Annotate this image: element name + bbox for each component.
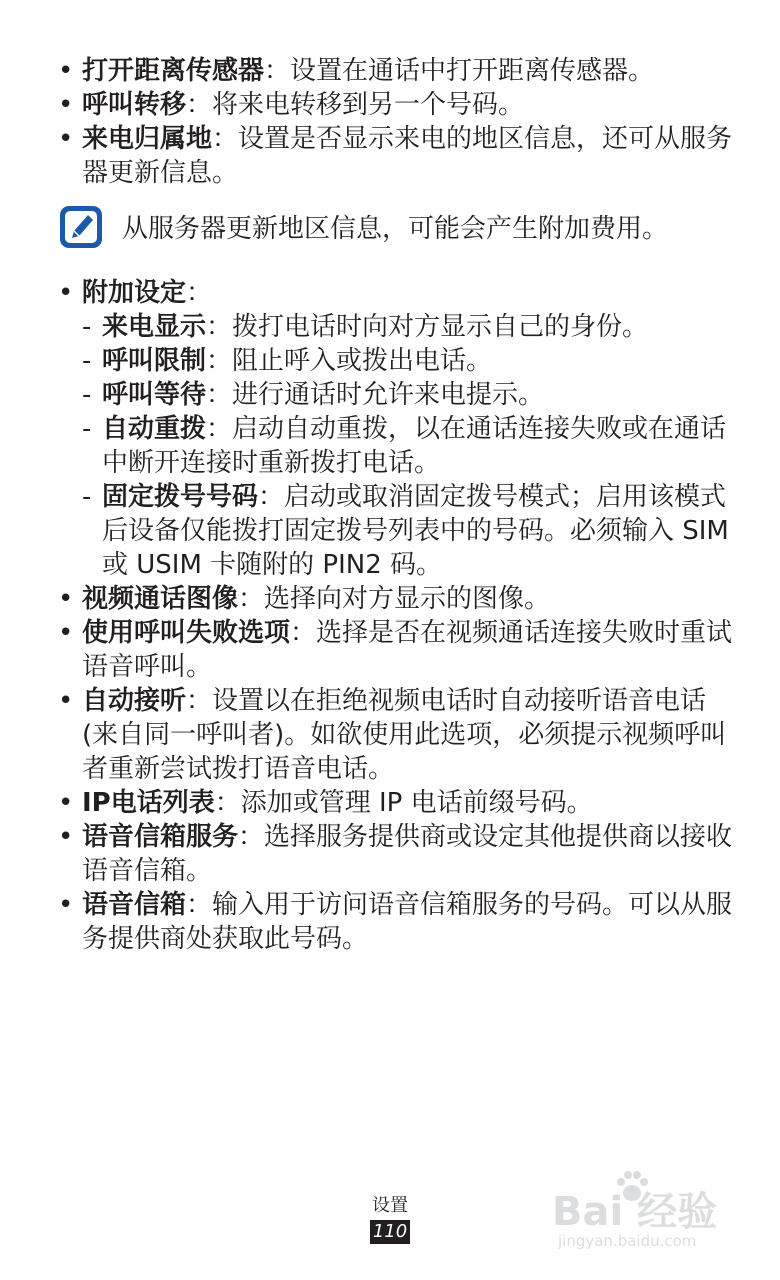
list-item [58, 888, 748, 956]
baidu-watermark [552, 1160, 752, 1260]
list-item [58, 820, 748, 888]
watermark-url: jingyan.baidu.com [558, 1232, 697, 1250]
sub-term: 呼叫等待 [102, 380, 207, 410]
item-desc: ：设置在通话中打开距离传感器。 [264, 56, 655, 86]
bullet-icon: • [58, 788, 74, 818]
item-term: 视频通话图像 [82, 584, 239, 614]
item-term: 呼叫转移 [82, 90, 187, 120]
sub-item [82, 480, 748, 582]
list-item [58, 276, 748, 310]
sub-item [82, 310, 748, 344]
bullet-icon: • [58, 278, 74, 308]
note-box [58, 204, 748, 254]
dash-marker: - [82, 312, 92, 342]
list-item [58, 122, 748, 190]
dash-marker: - [82, 346, 92, 376]
item-desc: ：将来电转移到另一个号码。 [186, 90, 525, 120]
item-term: 自动接听 [82, 686, 187, 716]
bullet-icon: • [58, 618, 74, 648]
sub-desc: ：进行通话时允许来电提示。 [206, 380, 545, 410]
sub-desc: ：启动自动重拨，以在通话连接失败或在通话中断开连接时重新拨打电话。 [102, 414, 727, 478]
sub-term: 呼叫限制 [102, 346, 207, 376]
list-item [58, 88, 748, 122]
list-item [58, 54, 748, 88]
sub-desc: ：拨打电话时向对方显示自己的身份。 [206, 312, 649, 342]
item-term: 附加设定 [82, 278, 187, 308]
paw-icon [612, 1166, 652, 1206]
dash-marker: - [82, 414, 92, 444]
document-body [58, 54, 748, 956]
sub-item [82, 412, 748, 480]
sub-term: 固定拨号号码 [102, 482, 259, 512]
item-term: IP电话列表 [82, 788, 215, 818]
sub-desc: ：阻止呼入或拨出电话。 [206, 346, 493, 376]
item-desc: ：设置是否显示来电的地区信息，还可从服务器更新信息。 [82, 124, 733, 188]
item-desc: ：设置以在拒绝视频电话时自动接听语音电话 (来自同一呼叫者)。如欲使用此选项，必须提示视频呼叫者重新尝试拨打语音电话。 [82, 686, 727, 784]
sub-item [82, 378, 748, 412]
item-desc: ：选择向对方显示的图像。 [238, 584, 551, 614]
list-item [58, 786, 748, 820]
item-desc: ：选择是否在视频通话连接失败时重试语音呼叫。 [82, 618, 733, 682]
bullet-icon: • [58, 124, 74, 154]
bullet-icon: • [58, 56, 74, 86]
bullet-icon: • [58, 890, 74, 920]
item-term: 语音信箱 [82, 890, 187, 920]
bullet-icon: • [58, 822, 74, 852]
watermark-brand: Bai 经验 [552, 1189, 718, 1235]
sub-term: 自动重拨 [102, 414, 207, 444]
item-desc: ： [186, 278, 213, 308]
note-pencil-icon [58, 204, 104, 250]
item-term: 语音信箱服务 [82, 822, 239, 852]
item-term: 打开距离传感器 [82, 56, 265, 86]
sub-desc: ：启动或取消固定拨号模式；启用该模式后设备仅能拨打固定拨号列表中的号码。必须输入 SIM 或 USIM 卡随附的 PIN2 码。 [102, 482, 729, 580]
dash-marker: - [82, 482, 92, 512]
note-text: 从服务器更新地区信息，可能会产生附加费用。 [122, 214, 669, 244]
bullet-icon: • [58, 584, 74, 614]
item-desc: ：选择服务提供商或设定其他提供商以接收语音信箱。 [82, 822, 733, 886]
bullet-icon: • [58, 686, 74, 716]
dash-marker: - [82, 380, 92, 410]
list-item [58, 684, 748, 786]
sub-term: 来电显示 [102, 312, 207, 342]
item-term: 来电归属地 [82, 124, 213, 154]
bullet-icon: • [58, 90, 74, 120]
section-label: 设置 [372, 1195, 408, 1216]
item-term: 使用呼叫失败选项 [82, 618, 291, 648]
item-desc: ：添加或管理 IP 电话前缀号码。 [214, 788, 593, 818]
sub-item [82, 344, 748, 378]
list-item [58, 582, 748, 616]
item-desc: ：输入用于访问语音信箱服务的号码。可以从服务提供商处获取此号码。 [82, 890, 733, 954]
page-number: 110 [370, 1220, 410, 1244]
list-item [58, 616, 748, 684]
